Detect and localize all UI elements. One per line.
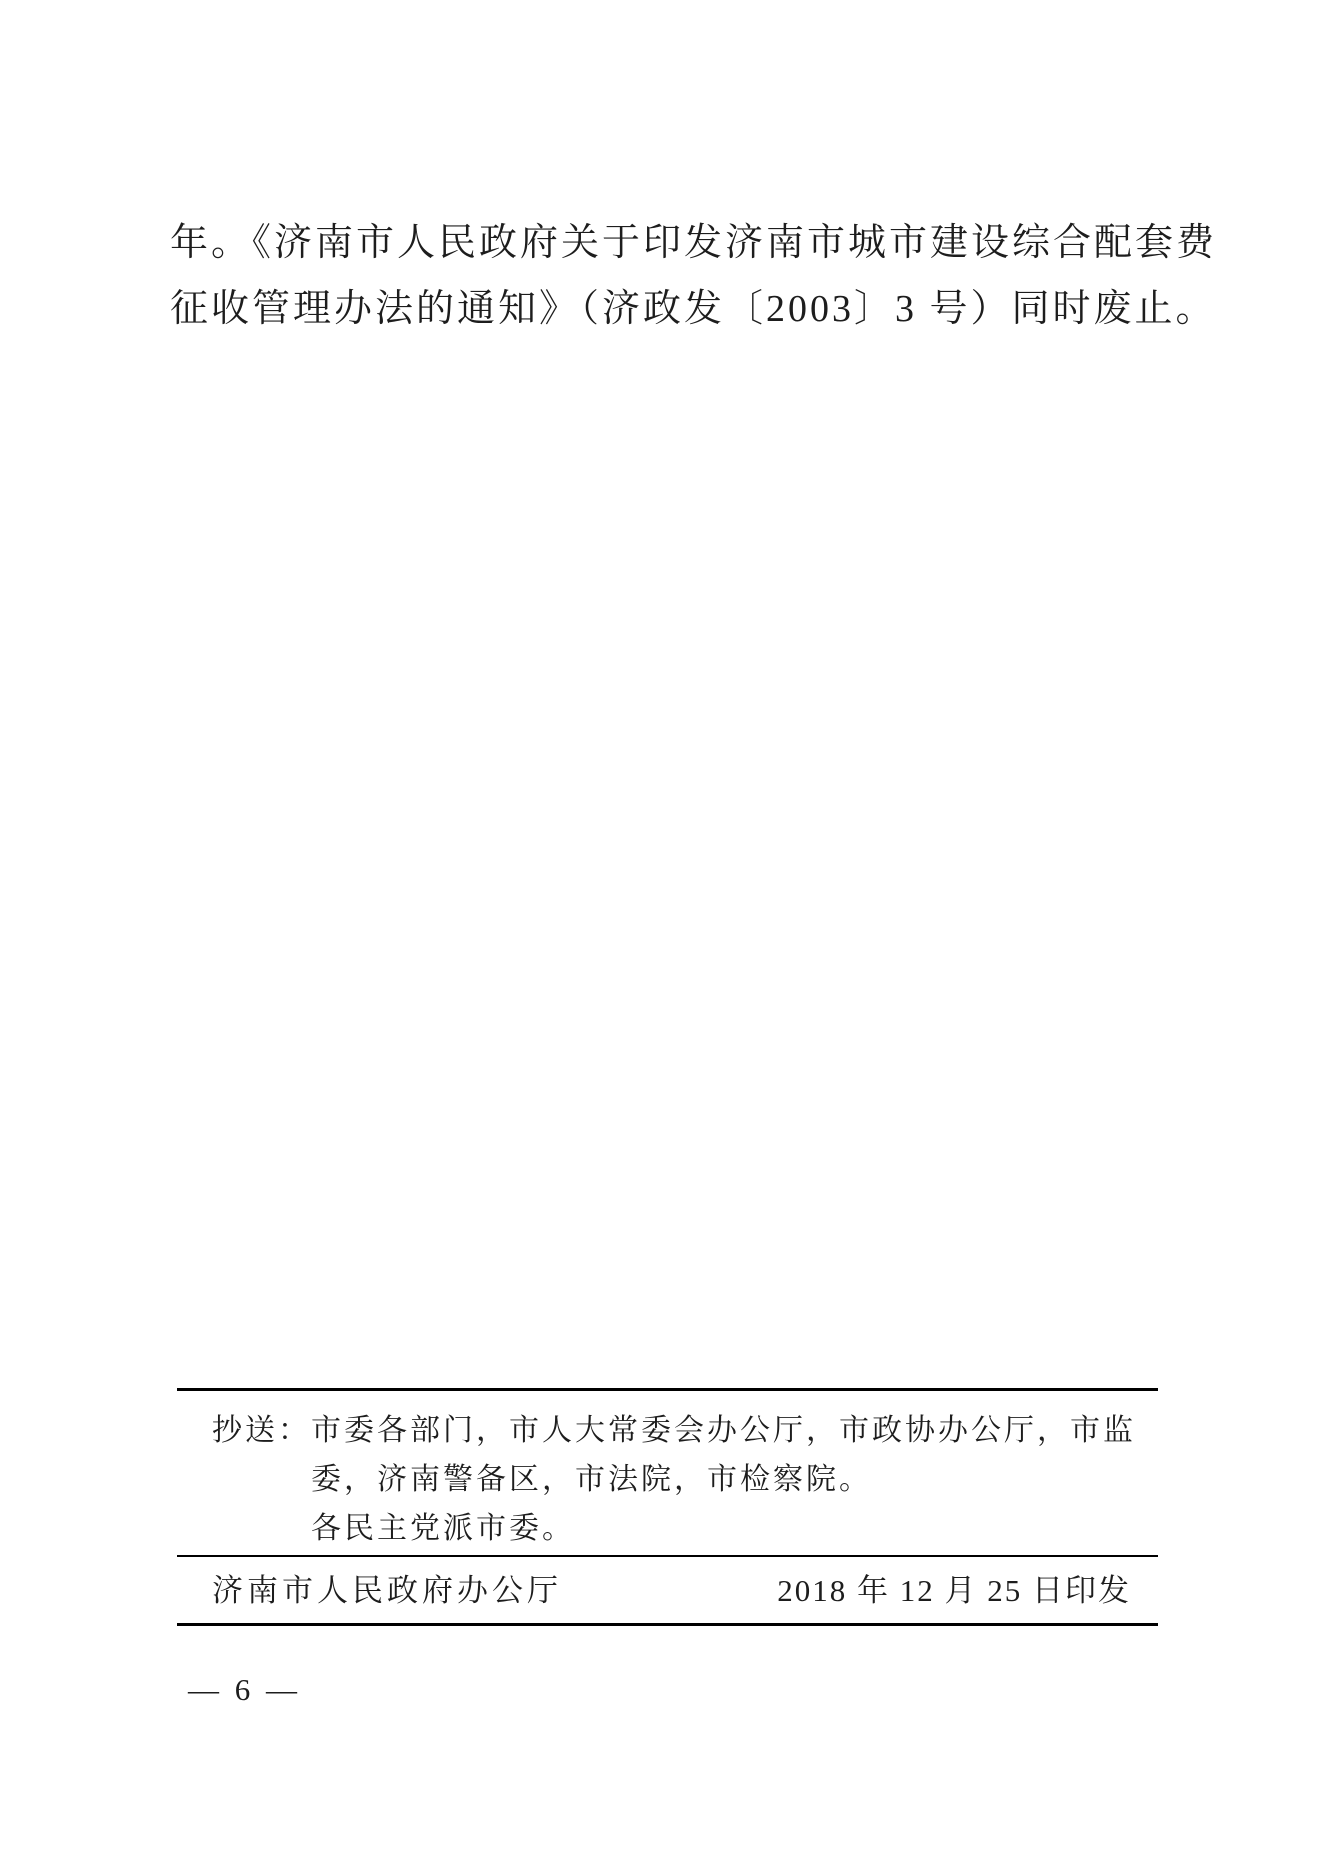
page-number: — 6 — bbox=[188, 1672, 301, 1707]
copy-to-line-1 bbox=[212, 1406, 1162, 1455]
copy-to-label: 抄送： bbox=[212, 1414, 311, 1447]
copy-to-recipients-1: 市委各部门，市人大常委会办公厅，市政协办公厅，市监 bbox=[311, 1414, 1136, 1447]
body-paragraph bbox=[170, 210, 1218, 342]
footer-top-rule bbox=[177, 1555, 1158, 1557]
copy-to-recipients-3: 各民主党派市委。 bbox=[311, 1512, 575, 1545]
copy-to-recipients-2: 委，济南警备区，市法院，市检察院。 bbox=[311, 1463, 872, 1496]
issuing-office: 济南市人民政府办公厅 bbox=[212, 1573, 562, 1608]
body-paragraph-line-1: 年。《济南市人民政府关于印发济南市城市建设综合配套费 bbox=[170, 222, 1218, 264]
copy-to-top-rule bbox=[177, 1388, 1158, 1391]
footer-bottom-rule bbox=[177, 1623, 1158, 1626]
copy-to-block bbox=[212, 1406, 1162, 1553]
body-paragraph-line-2: 征收管理办法的通知》（济政发〔2003〕3 号）同时废止。 bbox=[170, 288, 1217, 330]
print-date: 2018 年 12 月 25 日印发 bbox=[777, 1573, 1131, 1608]
